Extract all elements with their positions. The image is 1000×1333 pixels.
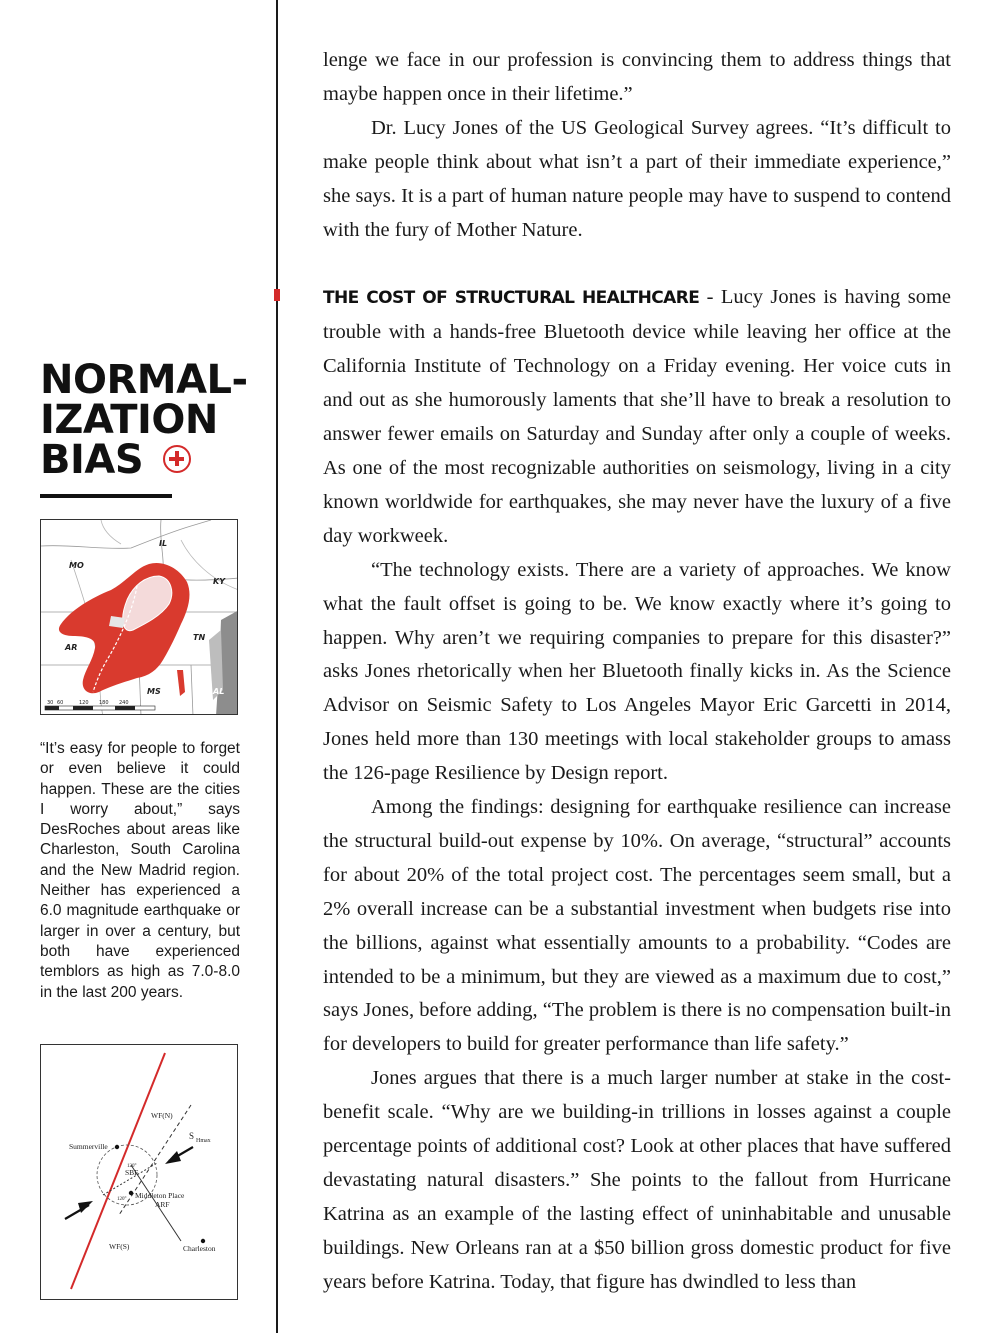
red-cross-plus-icon (163, 445, 191, 473)
diagram-label-sbf: SBF (125, 1168, 139, 1177)
divider-red-marker (274, 289, 280, 301)
map-label-il: IL (159, 539, 168, 548)
fault-diagram (40, 1044, 238, 1300)
sidebar-quote: “It’s easy for people to forget or even believe it could happen. These are the cities I worry about,” says DesRoches about areas like Charleston, South Carolina and the New Madrid region. Neither has experienced a 6.0 magnitude earthquake or larger in over a century, but both have experienced temblors as high as 7.0-8.0 in the last 200 years. (40, 740, 240, 1001)
diagram-label-middleton: Middleton Place (135, 1191, 185, 1200)
diagram-label-shmax: S (189, 1131, 195, 1141)
article-paragraph-1: lenge we face in our profession is convincing them to address things that maybe happen once in their lifetime.” (323, 49, 951, 105)
map-scale-240: 240 (119, 700, 129, 706)
new-madrid-map (40, 519, 238, 715)
sidebar-title-line-3-row (40, 437, 260, 483)
article-paragraph-6: Jones argues that there is a much larger number at stake in the cost-benefit scale. “Why are we building-in trillions in losses against a couple percentage points of additional cost? Look at other places that have suffered devastating natural disasters.” She points to the fallout from Hurricane Katrina as an example of the lasting effect of uninhabitable and unusable buildings. New Orleans ran at a $50 billion gross domestic product for five years before Katrina. Today, that figure has dwindled to less than (323, 1067, 951, 1293)
map-scale-60: 60 (57, 700, 64, 706)
sidebar-title (40, 357, 260, 483)
fault-diagram-graphic (41, 1045, 238, 1300)
map-label-al: AL (213, 687, 225, 696)
article-paragraph-3-text: - Lucy Jones is having some trouble with a hands-free Bluetooth device while leaving her office at the California Institute of Technology on a Friday evening. Her voice cuts in and out as she humorously laments that she’ll have to break a resolution to answer fewer emails on Saturday and Sunday after only a couple of weeks. As one of the most recognizable authorities on seismology, living in a city known worldwide for earthquakes, she may never have the luxury of a five day workweek. (323, 286, 951, 547)
diagram-label-wfn: WF(N) (151, 1111, 173, 1120)
sidebar-title-line-3: BIAS (40, 437, 144, 483)
diagram-label-charleston: Charleston (183, 1244, 216, 1253)
diagram-label-shmax-sub: Hmax (196, 1138, 211, 1144)
map-label-mo: MO (69, 561, 84, 570)
map-label-ar: AR (65, 643, 78, 652)
article-body (323, 44, 951, 1300)
map-label-ky: KY (213, 577, 225, 586)
sidebar-title-line-2: IZATION (40, 397, 218, 443)
map-scale-120: 120 (79, 700, 89, 706)
diagram-label-wfs: WF(S) (109, 1242, 130, 1251)
article-paragraph-3 (323, 281, 951, 553)
column-divider (276, 0, 278, 1333)
article-paragraph-5: Among the findings: designing for earthquake resilience can increase the structural build-out expense by 10%. On average, “structural” accounts for about 20% of the total project cost. The percentages seem small, but a 2% overall increase can be a substantial investment when budgets rise into the billions, against what essentially amounts to a probability. “Codes are intended to be a minimum, but they are viewed as a maximum due to cost,” says Jones, before adding, “The problem is there is no compensation built-in for developers to build for greater performance than life safety.” (323, 796, 951, 1056)
map-label-tn: TN (193, 633, 206, 642)
map-scale-180: 180 (99, 700, 109, 706)
map-label-ms: MS (147, 687, 161, 696)
section-heading: THE COST OF STRUCTURAL HEALTHCARE (323, 288, 700, 309)
diagram-label-summerville: Summerville (69, 1142, 108, 1151)
diagram-label-angle1: 120° (127, 1164, 137, 1169)
diagram-label-arf: ARF (155, 1200, 170, 1209)
diagram-label-angle2: 120° (117, 1197, 127, 1202)
title-underline (40, 494, 172, 498)
article-paragraph-2: Dr. Lucy Jones of the US Geological Survey agrees. “It’s difficult to make people think about what isn’t a part of their immediate experience,” she says. It is a part of human nature people may have to suspend to contend with the fury of Mother Nature. (323, 116, 951, 241)
sidebar-title-line-1: NORMAL- (40, 357, 248, 403)
map-scale-30: 30 (47, 700, 54, 706)
map-graphic (41, 520, 238, 715)
map-scale-bar (45, 700, 155, 710)
article-paragraph-4: “The technology exists. There are a variety of approaches. We know what the fault offset is going to be. We know exactly where it’s going to happen. Why aren’t we requiring companies to prepare for this disaster?” asks Jones rhetorically when her Bluetooth finally kicks in. As the Science Advisor on Seismic Safety to Los Angeles Mayor Eric Garcetti in 2014, Jones held more than 130 meetings with local stakeholder groups to amass the 126-page Resilience by Design report. (323, 558, 951, 785)
